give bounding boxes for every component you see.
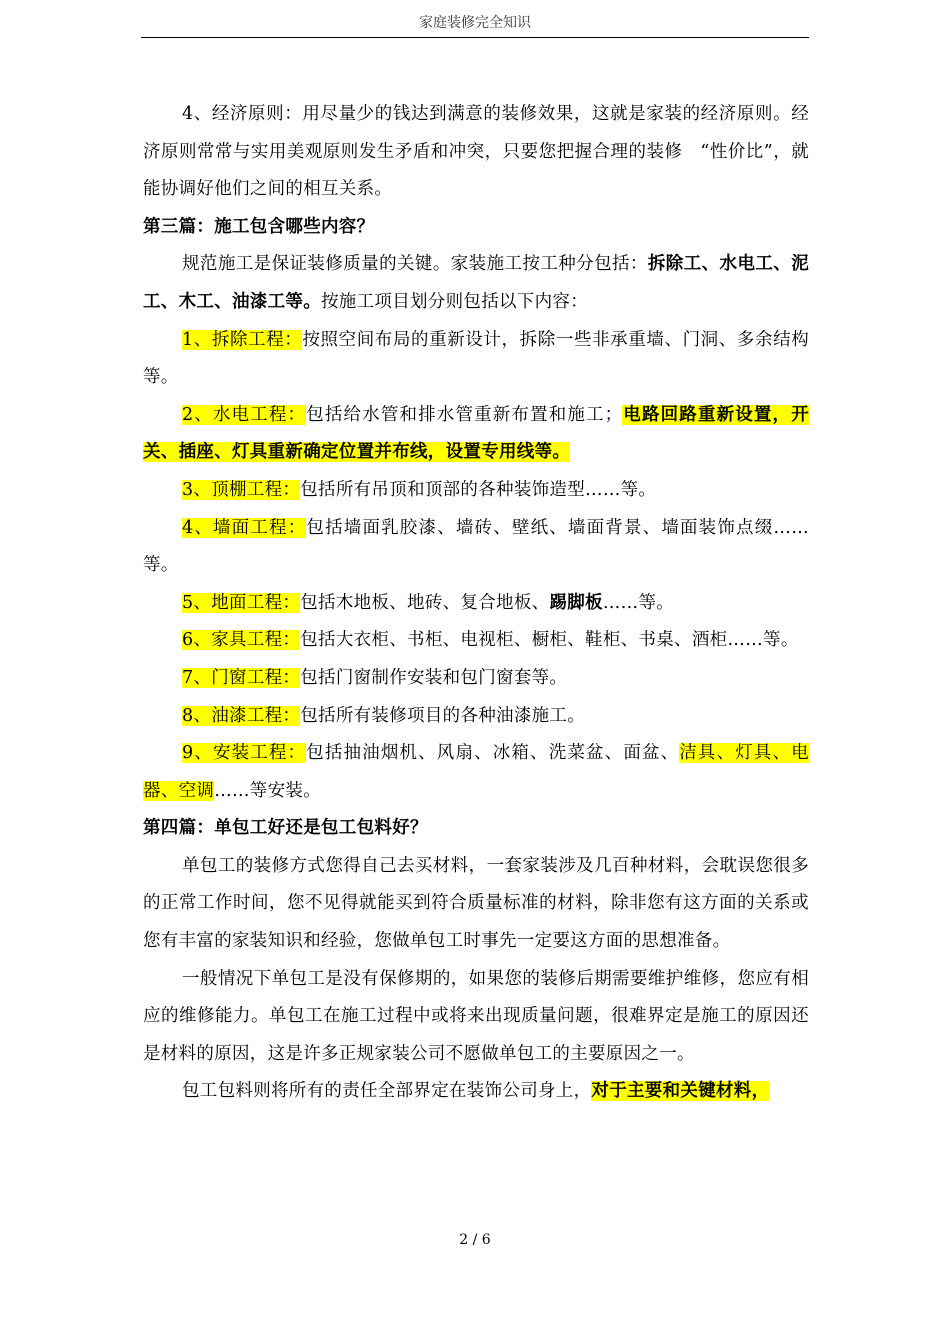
paragraph-warranty: 一般情况下单包工是没有保修期的，如果您的装修后期需要维护维修，您应有相应的维修能力。单包工在施工过程中或将来出现质量问题，很难界定是施工的原因还是材料的原因，这是许多正规家装公司不愿做单包工的主要原因之一。 (143, 968, 809, 1064)
item-label: 6、家具工程： (182, 630, 301, 651)
item-label: 5、地面工程： (182, 592, 301, 613)
item-text: 按照空间布局的重新设计，拆除一些非承重墙、门洞、多余结构等。 (143, 329, 809, 388)
item-text: 包括门窗制作安装和包门窗套等。 (300, 667, 568, 688)
item-label: 9、安装工程： (182, 743, 307, 764)
intro-text: 规范施工是保证装修质量的关键。家装施工按工种分包括： (182, 254, 648, 275)
item-highlight-text: 电路回路重新设置，开关、插座、灯具重新确定位置并布线，设置专用线等。 (143, 404, 810, 463)
item-tail: ……等。 (602, 592, 675, 613)
item-text: 包括抽油烟机、风扇、冰箱、洗菜盆、面盆、 (306, 743, 680, 764)
paragraph-highlight-text: 对于主要和关键材料， (591, 1081, 770, 1102)
trade-list: 拆除工、水电工、泥工、木工、油漆工等。 (143, 254, 809, 312)
list-item-installation (143, 735, 809, 810)
list-item-furniture (143, 622, 809, 660)
header-rule (141, 37, 809, 38)
item-tail: ……等安装。 (214, 780, 322, 801)
item-text: 包括给水管和排水管重新布置和施工； (306, 404, 623, 425)
section-heading-3: 第三篇：施工包含哪些内容？ (143, 216, 375, 237)
list-item-plumbing-electrical (143, 397, 809, 472)
item-text: 包括所有装修项目的各种油漆施工。 (300, 705, 586, 726)
paragraph-text: 包工包料则将所有的责任全部界定在装饰公司身上， (182, 1081, 592, 1102)
list-item-painting (143, 698, 809, 736)
list-item-floor (143, 585, 809, 623)
item-bold-text: 踢脚板 (549, 592, 603, 613)
section-heading-4: 第四篇：单包工好还是包工包料好？ (143, 818, 428, 839)
list-item-ceiling (143, 472, 809, 510)
item-label: 8、油漆工程： (182, 705, 301, 726)
item-label: 3、顶棚工程： (182, 479, 301, 500)
item-label: 7、门窗工程： (182, 667, 301, 688)
item-text: 包括木地板、地砖、复合地板、 (300, 592, 550, 613)
paragraph-economy-principle: 4、经济原则：用尽量少的钱达到满意的装修效果，这就是家装的经济原则。经济原则常常与实用美观原则发生矛盾和冲突，只要您把握合理的装修 “性价比”，就能协调好他们之间的相互关系。 (143, 104, 809, 200)
item-label: 2、水电工程： (182, 404, 307, 425)
paragraph-labor-only: 单包工的装修方式您得自己去买材料，一套家装涉及几百种材料，会耽误您很多的正常工作时间，您不见得就能买到符合质量标准的材料，除非您有这方面的关系或您有丰富的家装知识和经验，您做单包工时事先一定要这方面的思想准备。 (143, 855, 809, 952)
item-highlight-text: 洁具、灯具、电器、空调 (143, 743, 810, 801)
document-body (143, 96, 809, 1111)
intro-tail: 按施工项目划分则包括以下内容： (321, 291, 588, 312)
page-number: 2 / 6 (459, 1232, 491, 1248)
item-text: 包括所有吊顶和顶部的各种装饰造型……等。 (300, 479, 657, 500)
list-item-doors-windows (143, 660, 809, 698)
item-text: 包括大衣柜、书柜、电视柜、橱柜、鞋柜、书桌、酒柜……等。 (300, 630, 799, 651)
item-text: 包括墙面乳胶漆、墙砖、壁纸、墙面背景、墙面装饰点缀……等。 (143, 517, 810, 576)
item-label: 4、墙面工程： (182, 517, 307, 538)
list-item-demolition (143, 322, 809, 397)
page-header: 家庭装修完全知识 (419, 15, 531, 31)
paragraph-turnkey (143, 1073, 809, 1111)
list-item-wall (143, 510, 809, 585)
paragraph-construction-intro (143, 246, 809, 321)
item-label: 1、拆除工程： (182, 329, 303, 350)
